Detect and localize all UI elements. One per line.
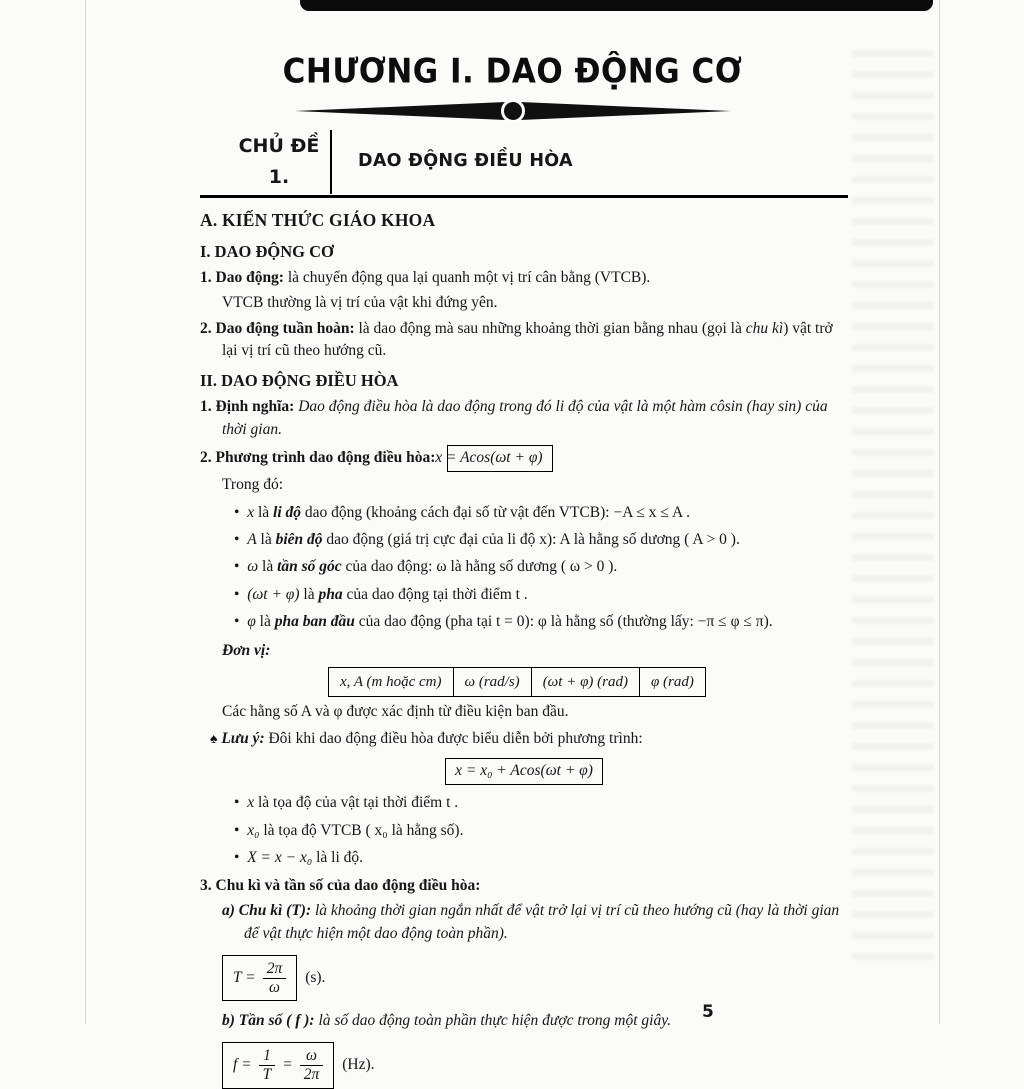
paragraph-dao-dong-tuan-hoan [200,318,848,364]
trong-do-label: Trong đó: [222,476,284,494]
bullet-var: X = x − x₀ [247,849,313,867]
spade-icon: ♠ [210,732,218,748]
section-ii-heading: II. DAO ĐỘNG ĐIỀU HÒA [200,371,399,391]
unit-cell-phase: (ωt + φ) (rad) [531,668,639,697]
bullet-rest: của dao động: ω là hằng số dương ( ω > 0 ). [341,558,618,576]
paragraph-tan-so [222,1010,848,1033]
bullet-rest: là li độ. [312,849,364,867]
bullet-pha [234,584,848,607]
section-a-heading: A. KIẾN THỨC GIÁO KHOA [200,209,436,230]
unit-cell-omega: ω (rad/s) [453,668,531,697]
chu-ki-lead: a) Chu kì (T): [222,901,312,919]
bullet-mid: là [299,585,319,603]
paragraph-vtcb-note: VTCB thường là vị trí của vật khi đứng yên. [222,294,498,312]
bullet-rest: dao động (khoảng cách đại số từ vật đến VTCB): −A ≤ x ≤ A . [301,503,691,521]
bullet-var: ω [247,558,259,576]
phuong-trinh-formula-box: x = Acos(ωt + φ) [447,445,552,472]
frequency-fraction-2 [300,1047,324,1084]
don-vi-label: Đơn vị: [222,642,271,660]
frequency-formula-row [222,1042,848,1089]
bullet-mid: là [256,531,276,549]
page-right-edge [939,0,940,1024]
item1-lead: 1. Dao động: [200,268,284,286]
bullet-var: x [247,794,255,812]
topic-header-row [228,130,848,194]
period-fraction [263,960,287,997]
dinh-nghia-text: Dao động điều hòa là dao động trong đó li độ của vật là một hàm côsin (hay sin) của thời gian. [222,398,828,439]
frequency-fraction-1 [259,1047,276,1084]
chu-ki-tan-so-heading: 3. Chu kì và tần số của dao động điều hòa: [200,876,481,894]
bullet-var: A [247,531,257,549]
luu-y-formula-line [200,758,848,785]
bullet-toa-do [234,792,848,815]
ribbon-icon [293,98,733,124]
period-lhs: T = [233,968,256,986]
bullet-mid: là [254,503,274,521]
equals-sign: = [282,1056,293,1074]
page-content [200,130,848,1089]
paragraph-chu-ki [222,900,848,946]
bullet-rest: của dao động tại thời điểm t . [342,585,528,603]
bullet-tan-so-goc [234,556,848,579]
luu-y-paragraph [210,728,848,751]
fraction-denominator: ω [268,978,280,996]
bullet-rest: dao động (giá trị cực đại của li độ x): A là hằng số dương ( A > 0 ). [322,531,740,549]
chapter-title: CHƯƠNG I. DAO ĐỘNG CƠ [282,52,743,92]
frequency-formula-box [222,1042,334,1089]
hang-so-note: Các hằng số A và φ được xác định từ điều kiện ban đầu. [222,703,569,721]
bullet-term: tần số góc [277,558,342,576]
bullet-term: pha [318,585,343,603]
paragraph-dao-dong [200,267,848,290]
dinh-nghia-lead: 1. Định nghĩa: [200,398,295,416]
bullet-var: (ωt + φ) [247,585,300,603]
frequency-lhs: f = [233,1056,252,1074]
bullet-bien-do [234,529,848,552]
fraction-numerator: 1 [259,1047,276,1066]
chu-ki-text: là khoảng thời gian ngắn nhất để vật trở lại vị trí cũ theo hướng cũ (hay là thời gian để vật thực hiện một dao động toàn phần). [244,901,840,942]
bullet-li-do [234,502,848,525]
luu-y-formula-box: x = x₀ + Acos(ωt + φ) [445,758,603,785]
bullet-toa-do-vtcb [234,820,848,843]
bullet-pha-ban-dau [234,611,848,634]
bullet-var: φ [247,613,256,631]
unit-cell-phi: φ (rad) [639,668,705,697]
bullet-mid: là [255,613,275,631]
luu-y-text: Đôi khi dao động điều hòa được biểu diễn bởi phương trình: [264,730,643,748]
topic-title: DAO ĐỘNG ĐIỀU HÒA [358,150,573,171]
fraction-numerator: ω [300,1047,324,1066]
unit-table [328,667,706,697]
bullet-rest: là tọa độ của vật tại thời điểm t . [254,794,459,812]
bullet-term: pha ban đầu [274,613,355,631]
unit-table-row [329,668,706,697]
bullet-rest: là tọa độ VTCB ( x₀ là hằng số). [259,821,464,839]
phuong-trinh-lead: 2. Phương trình dao động điều hòa: [200,448,436,466]
bullet-term: biên độ [275,531,323,549]
topic-divider-line [330,130,332,194]
item2-text: là dao động mà sau những khoảng thời gian bằng nhau (gọi là [354,319,746,337]
page-number: 5 [702,1002,714,1022]
luu-y-lead: Lưu ý: [221,730,265,748]
section-i-heading: I. DAO ĐỘNG CƠ [200,241,334,261]
fraction-denominator: T [262,1066,272,1084]
fraction-numerator: 2π [263,960,287,979]
period-unit: (s). [305,968,326,986]
bullet-var: x₀ [247,821,260,839]
header-rule-line [200,195,848,198]
tan-so-text: là số dao động toàn phần thực hiện được trong một giây. [314,1012,672,1030]
item2-italic: chu kì [745,319,784,337]
topic-label: CHỦ ĐỀ [238,135,320,158]
item1-text: là chuyển động qua lại quanh một vị trí cân bằng (VTCB). [283,268,651,286]
bullet-var: x [247,503,255,521]
topic-box [228,130,330,194]
unit-cell-x-a: x, A (m hoặc cm) [329,668,454,697]
tan-so-lead: b) Tần số ( f ): [222,1012,315,1030]
paragraph-dinh-nghia [200,396,848,442]
period-formula-row [222,955,848,1002]
topic-number: 1. [268,166,290,189]
title-ribbon-ornament [86,98,939,124]
period-formula-box [222,955,297,1002]
item2-lead: 2. Dao động tuần hoàn: [200,319,355,337]
paragraph-phuong-trinh [200,445,848,472]
bullet-term: li độ [273,503,302,521]
bullet-li-do-x [234,847,848,870]
bullet-rest: của dao động (pha tại t = 0): φ là hằng số (thường lấy: −π ≤ φ ≤ π). [354,613,773,631]
frequency-unit: (Hz). [342,1056,375,1074]
item2-end: ) vật trở lại vị trí cũ theo hướng cũ. [222,319,833,360]
fraction-denominator: 2π [303,1066,320,1084]
bullet-mid: là [258,558,278,576]
